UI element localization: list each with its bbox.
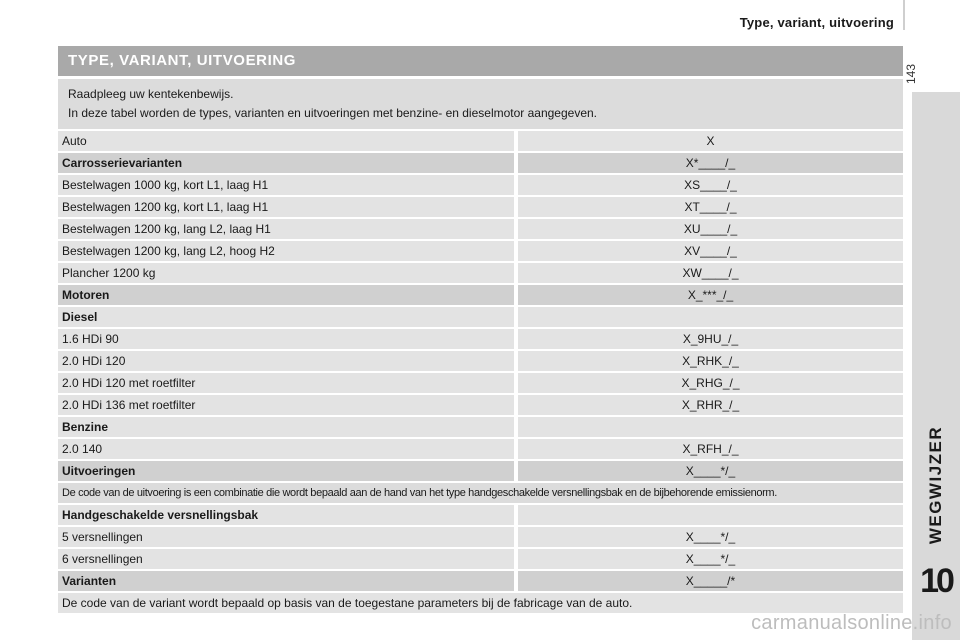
table-row: [58, 439, 903, 459]
table-row: [58, 549, 903, 569]
row-code: X_***_/_: [518, 285, 903, 305]
table-row: [58, 527, 903, 547]
table-note-row: [58, 593, 903, 613]
row-label: Plancher 1200 kg: [58, 263, 514, 283]
header-divider: [903, 0, 905, 30]
note-text: De code van de uitvoering is een combinatie die wordt bepaald aan de hand van het type handgeschakelde versnellingsbak en de bijbehorende emissienorm.: [58, 483, 903, 503]
chapter-number: 10: [920, 562, 952, 600]
row-label: Bestelwagen 1200 kg, lang L2, hoog H2: [58, 241, 514, 261]
intro-box: [58, 79, 903, 129]
table-row-subheading: [58, 307, 903, 327]
side-tab-label-text: WEGWIJZER: [926, 425, 945, 545]
table-row-heading: [58, 461, 903, 481]
table-row-subheading: [58, 505, 903, 525]
row-label: Bestelwagen 1000 kg, kort L1, laag H1: [58, 175, 514, 195]
row-code: X_____/*: [518, 571, 903, 591]
table-row: [58, 263, 903, 283]
row-code: X____*/_: [518, 527, 903, 547]
watermark: carmanualsonline.info: [751, 612, 952, 634]
row-label: Bestelwagen 1200 kg, kort L1, laag H1: [58, 197, 514, 217]
row-code: X_RHR_/_: [518, 395, 903, 415]
row-code: XV____/_: [518, 241, 903, 261]
row-code: X: [518, 131, 903, 151]
row-label: Bestelwagen 1200 kg, lang L2, laag H1: [58, 219, 514, 239]
variant-table: [58, 131, 903, 613]
row-code: X____*/_: [518, 549, 903, 569]
section-title: TYPE, VARIANT, UITVOERING: [58, 46, 903, 76]
row-code: X_9HU_/_: [518, 329, 903, 349]
intro-line-2: In deze tabel worden de types, varianten en uitvoeringen met benzine- en dieselmotor aangegeven.: [68, 106, 598, 120]
row-label: 5 versnellingen: [58, 527, 514, 547]
table-row: [58, 197, 903, 217]
row-label: 1.6 HDi 90: [58, 329, 514, 349]
header-title: Type, variant, uitvoering: [739, 15, 894, 30]
row-code: XT____/_: [518, 197, 903, 217]
row-label: Benzine: [58, 417, 514, 437]
row-label: Varianten: [58, 571, 514, 591]
side-tab-label: [912, 420, 960, 550]
row-label: Uitvoeringen: [58, 461, 514, 481]
row-code: X_RHK_/_: [518, 351, 903, 371]
side-tab: [912, 92, 960, 640]
row-label: Motoren: [58, 285, 514, 305]
row-code: [518, 307, 903, 327]
row-label: 6 versnellingen: [58, 549, 514, 569]
row-code: X*____/_: [518, 153, 903, 173]
row-label: 2.0 140: [58, 439, 514, 459]
row-code: XW____/_: [518, 263, 903, 283]
table-row: [58, 175, 903, 195]
row-code: XS____/_: [518, 175, 903, 195]
intro-line-1: Raadpleeg uw kentekenbewijs.: [68, 87, 234, 101]
row-label: 2.0 HDi 136 met roetfilter: [58, 395, 514, 415]
page-number: 143: [904, 63, 918, 84]
row-code: X____*/_: [518, 461, 903, 481]
content: [58, 46, 903, 613]
table-row: [58, 395, 903, 415]
row-code: [518, 417, 903, 437]
table-row: [58, 351, 903, 371]
row-label: Diesel: [58, 307, 514, 327]
table-row: [58, 373, 903, 393]
note-text: De code van de variant wordt bepaald op basis van de toegestane parameters bij de fabricage van de auto.: [58, 593, 903, 613]
row-label: Handgeschakelde versnellingsbak: [58, 505, 514, 525]
row-label: Carrosserievarianten: [58, 153, 514, 173]
table-row-heading: [58, 153, 903, 173]
row-label: 2.0 HDi 120: [58, 351, 514, 371]
row-code: XU____/_: [518, 219, 903, 239]
row-code: [518, 505, 903, 525]
row-label: 2.0 HDi 120 met roetfilter: [58, 373, 514, 393]
table-row: [58, 219, 903, 239]
table-row-heading: [58, 571, 903, 591]
table-row-subheading: [58, 417, 903, 437]
row-code: X_RHG_/_: [518, 373, 903, 393]
table-row: [58, 131, 903, 151]
table-note-row: [58, 483, 903, 503]
row-label: Auto: [58, 131, 514, 151]
row-code: X_RFH_/_: [518, 439, 903, 459]
table-row: [58, 329, 903, 349]
table-row: [58, 241, 903, 261]
table-row-heading: [58, 285, 903, 305]
